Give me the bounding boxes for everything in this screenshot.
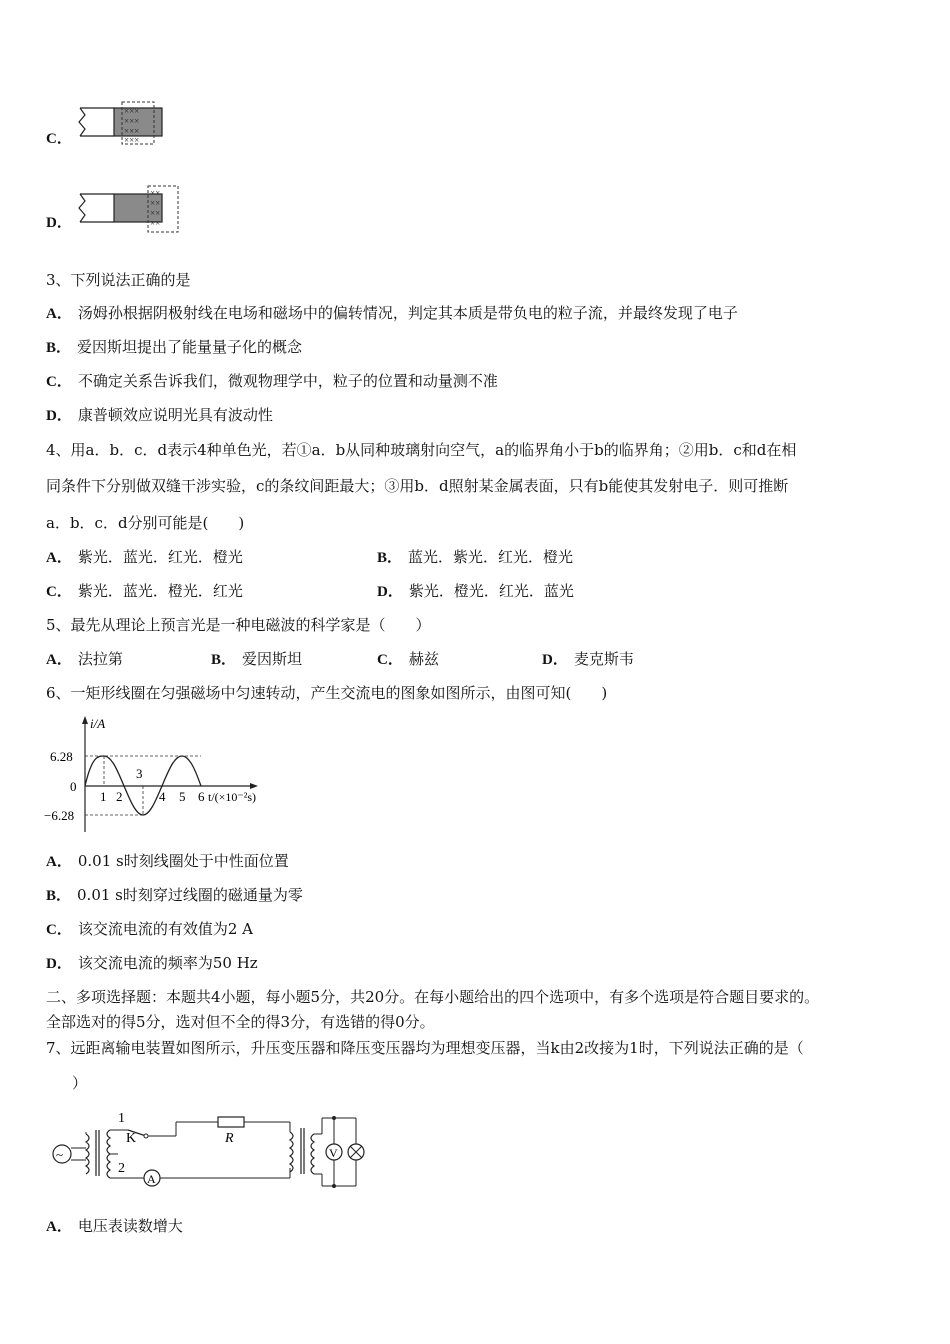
- svg-text:××: ××: [150, 198, 161, 208]
- graph-x-tick: 6: [198, 789, 205, 804]
- voltmeter-label: V: [329, 1146, 338, 1160]
- ammeter-label: A: [147, 1172, 156, 1186]
- q7-circuit-diagram: [46, 1104, 376, 1194]
- section2-instructions-line1: 二、多项选择题：本题共4小题，每小题5分，共20分。在每小题给出的四个选项中，有多个选项是符合题目要求的。: [46, 988, 820, 1006]
- q3-option-d[interactable]: D． 康普顿效应说明光具有波动性: [46, 406, 273, 424]
- section2-instructions-line2: 全部选对的得5分，选对但不全的得3分，有选错的得0分。: [46, 1013, 435, 1031]
- q7-option-a[interactable]: A． 电压表读数增大: [46, 1217, 183, 1235]
- q2-option-c-figure: [76, 100, 186, 148]
- q5-option-a[interactable]: A． 法拉第: [46, 650, 123, 668]
- graph-x-tick: 5: [179, 789, 186, 804]
- q7-stem-line2: ）: [72, 1074, 88, 1092]
- switch-k-label: K: [126, 1131, 137, 1146]
- svg-text:××: ××: [150, 188, 161, 198]
- q5-option-d[interactable]: D． 麦克斯韦: [542, 650, 634, 668]
- q4-stem-line2: 同条件下分别做双缝干涉实验，c的条纹间距最大；③用b．d照射某金属表面，只有b能使其发射电子．则可推断: [46, 477, 789, 495]
- q6-option-b[interactable]: B． 0.01 s时刻穿过线圈的磁通量为零: [46, 886, 303, 904]
- option-label: D．: [46, 215, 72, 231]
- q3-option-a[interactable]: A． 汤姆孙根据阴极射线在电场和磁场中的偏转情况，判定其本质是带负电的粒子流，并最终发现了电子: [46, 304, 738, 322]
- q5-option-c[interactable]: C． 赫兹: [377, 650, 439, 668]
- graph-x-tick: 4: [159, 789, 166, 804]
- switch-tap-2-label: 2: [118, 1161, 125, 1176]
- svg-text:××: ××: [150, 208, 161, 218]
- q4-option-c[interactable]: C． 紫光．蓝光．橙光．红光: [46, 582, 243, 600]
- step-down-primary-coil: [290, 1132, 293, 1172]
- q6-option-c[interactable]: C． 该交流电流的有效值为2 A: [46, 920, 253, 938]
- svg-text:×××: ×××: [124, 135, 140, 145]
- q2-option-d-figure: [76, 184, 186, 236]
- switch-tap-1-label: 1: [118, 1111, 125, 1126]
- svg-text:×××: ×××: [124, 126, 140, 136]
- graph-y-label: i/A: [90, 716, 106, 731]
- svg-text:××: ××: [150, 218, 161, 228]
- graph-y-zero: 0: [70, 779, 77, 794]
- svg-text:×××: ×××: [124, 116, 140, 126]
- q4-stem-line3: a．b．c．d分别可能是( ): [46, 514, 245, 532]
- graph-x-tick: 3: [136, 766, 143, 781]
- resistor-r-label: R: [225, 1131, 234, 1146]
- q3-stem: 3、下列说法正确的是: [46, 271, 191, 289]
- q4-option-d[interactable]: D． 紫光．橙光．红光．蓝光: [377, 582, 574, 600]
- q6-option-a[interactable]: A． 0.01 s时刻线圈处于中性面位置: [46, 852, 289, 870]
- step-up-secondary-coil: [107, 1130, 110, 1178]
- resistor-r: [218, 1117, 244, 1127]
- svg-text:~: ~: [56, 1147, 64, 1162]
- q4-option-a[interactable]: A． 紫光．蓝光．红光．橙光: [46, 548, 243, 566]
- q3-option-b[interactable]: B． 爱因斯坦提出了能量量子化的概念: [46, 338, 303, 356]
- q6-current-graph: [40, 712, 290, 842]
- step-down-secondary-coil: [311, 1134, 314, 1174]
- step-up-primary-coil: [86, 1134, 89, 1174]
- option-label: C．: [46, 131, 72, 147]
- q5-stem: 5、最先从理论上预言光是一种电磁波的科学家是（ ）: [46, 616, 431, 634]
- svg-text:×××: ×××: [124, 106, 140, 116]
- graph-y-top: 6.28: [50, 749, 73, 764]
- q6-option-d[interactable]: D． 该交流电流的频率为50 Hz: [46, 954, 258, 972]
- graph-x-tick: 1: [100, 789, 107, 804]
- q4-stem-line1: 4、用a．b．c．d表示4种单色光，若①a．b从同种玻璃射向空气，a的临界角小于b的临界角；②用b．c和d在相: [46, 441, 797, 459]
- q4-option-b[interactable]: B． 蓝光．紫光．红光．橙光: [377, 548, 574, 566]
- q3-option-c[interactable]: C． 不确定关系告诉我们，微观物理学中，粒子的位置和动量测不准: [46, 372, 498, 390]
- q7-stem-line1: 7、远距离输电装置如图所示，升压变压器和降压变压器均为理想变压器，当k由2改接为1时，下列说法正确的是（: [46, 1039, 804, 1057]
- q2-option-c-label[interactable]: [46, 128, 78, 149]
- q6-stem: 6、一矩形线圈在匀强磁场中匀速转动，产生交流电的图象如图所示，由图可知( ): [46, 684, 608, 702]
- graph-y-bottom: −6.28: [44, 808, 75, 823]
- graph-x-label: t/(×10⁻²s): [208, 790, 257, 804]
- graph-x-tick: 2: [116, 789, 123, 804]
- q2-option-d-label[interactable]: [46, 212, 78, 233]
- q5-option-b[interactable]: B． 爱因斯坦: [211, 650, 303, 668]
